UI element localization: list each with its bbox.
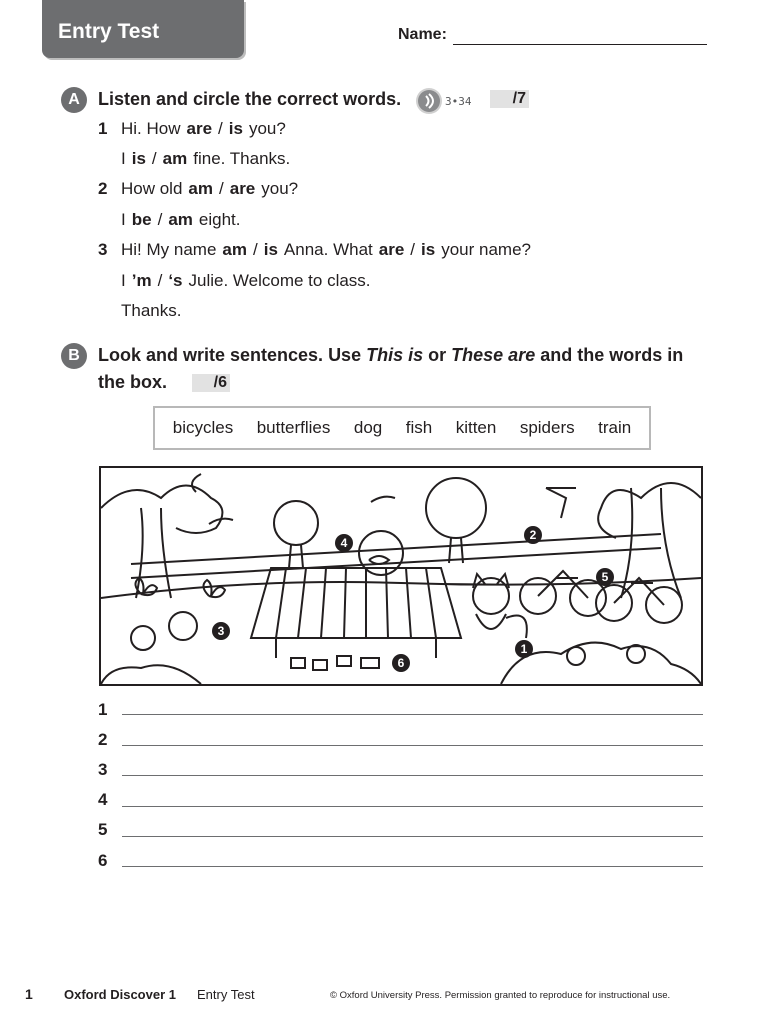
answer-text: I (121, 271, 126, 290)
option-word[interactable]: is (131, 149, 146, 168)
option-word[interactable]: ‘s (168, 271, 183, 290)
section-b-instruction (98, 342, 683, 369)
question-text: Anna. What (283, 240, 373, 259)
section-a-score: /7 (490, 90, 529, 108)
answer-1 (121, 148, 290, 170)
audio-icon[interactable] (418, 90, 440, 112)
option-separator: / (157, 271, 163, 290)
marker-3: 3 (212, 622, 230, 640)
marker-5: 5 (596, 568, 614, 586)
instruction-text: and the words in (540, 345, 684, 365)
section-b-badge: B (61, 343, 87, 369)
answer-number-5: 5 (98, 820, 108, 839)
answer-line-4[interactable] (122, 806, 703, 807)
answer-number-2: 2 (98, 730, 108, 749)
question-1 (98, 118, 286, 140)
track-number: 3•34 (445, 95, 472, 108)
item-number: 3 (98, 240, 108, 259)
answer-number-6: 6 (98, 851, 108, 870)
item-number: 2 (98, 179, 108, 198)
option-word[interactable]: are (186, 119, 213, 138)
instruction-text: or (428, 345, 447, 365)
option-word[interactable]: is (421, 240, 436, 259)
word-bicycles: bicycles (172, 418, 234, 437)
word-butterflies: butterflies (256, 418, 331, 437)
option-separator: / (410, 240, 416, 259)
question-text: Hi. How (121, 119, 181, 138)
option-separator: / (219, 179, 224, 198)
instruction-italic: These are (451, 345, 536, 365)
answer-text: Julie. Welcome to class. (188, 271, 371, 290)
answer-3 (121, 270, 371, 292)
section-b-score: /6 (192, 374, 230, 392)
section-b-instruction-cont: the box. (98, 372, 168, 392)
question-text: How old (121, 179, 183, 198)
page-number: 1 (25, 986, 33, 1002)
option-word[interactable]: are (229, 179, 256, 198)
title-tab (42, 0, 244, 58)
answer-3-thanks: Thanks. (121, 301, 182, 320)
word-dog: dog (353, 418, 383, 437)
section-a-instruction: Listen and circle the correct words. (98, 89, 402, 109)
question-text: your name? (441, 240, 531, 259)
option-separator: / (253, 240, 258, 259)
option-word[interactable]: am (222, 240, 247, 259)
answer-number-4: 4 (98, 790, 108, 809)
option-word[interactable]: are (378, 240, 405, 259)
marker-4: 4 (335, 534, 353, 552)
answer-line-2[interactable] (122, 745, 703, 746)
marker-6: 6 (392, 654, 410, 672)
footer-brand: Oxford Discover 1 (64, 987, 176, 1002)
instruction-text: Look and write sentences. Use (98, 345, 362, 365)
name-field[interactable] (453, 44, 707, 45)
option-word[interactable]: is (228, 119, 243, 138)
question-3 (98, 239, 531, 261)
option-word[interactable]: be (131, 210, 152, 229)
question-text: you? (248, 119, 286, 138)
answer-line-5[interactable] (122, 836, 703, 837)
footer-subtitle: Entry Test (197, 987, 255, 1002)
answer-line-6[interactable] (122, 866, 703, 867)
word-spiders: spiders (519, 418, 575, 437)
answer-text: I (121, 210, 126, 229)
name-label: Name: (398, 26, 447, 43)
answer-2 (121, 209, 240, 231)
option-separator: / (157, 210, 163, 229)
word-kitten: kitten (455, 418, 497, 437)
answer-line-1[interactable] (122, 714, 703, 715)
answer-number-1: 1 (98, 700, 108, 719)
item-number: 1 (98, 119, 108, 138)
option-separator: / (218, 119, 223, 138)
park-illustration (99, 466, 703, 686)
question-text: you? (261, 179, 299, 198)
answer-text: I (121, 149, 126, 168)
question-text: Hi! My name (121, 240, 217, 259)
copyright-notice: © Oxford University Press. Permission granted to reproduce for instructional use. (330, 990, 671, 1001)
marker-2: 2 (524, 526, 542, 544)
word-fish: fish (405, 418, 433, 437)
option-word[interactable]: ’m (131, 271, 152, 290)
answer-line-3[interactable] (122, 775, 703, 776)
answer-text: fine. Thanks. (193, 149, 291, 168)
option-separator: / (151, 149, 157, 168)
word-box (153, 406, 651, 450)
option-word[interactable]: am (168, 210, 193, 229)
word-train: train (598, 418, 632, 437)
option-word[interactable]: am (162, 149, 188, 168)
answer-number-3: 3 (98, 760, 108, 779)
instruction-italic: This is (366, 345, 424, 365)
section-a-badge: A (61, 87, 87, 113)
marker-1: 1 (515, 640, 533, 658)
question-2 (98, 178, 298, 200)
option-word[interactable]: is (263, 240, 278, 259)
answer-text: eight. (198, 210, 241, 229)
option-word[interactable]: am (188, 179, 213, 198)
page-title: Entry Test (58, 20, 160, 43)
